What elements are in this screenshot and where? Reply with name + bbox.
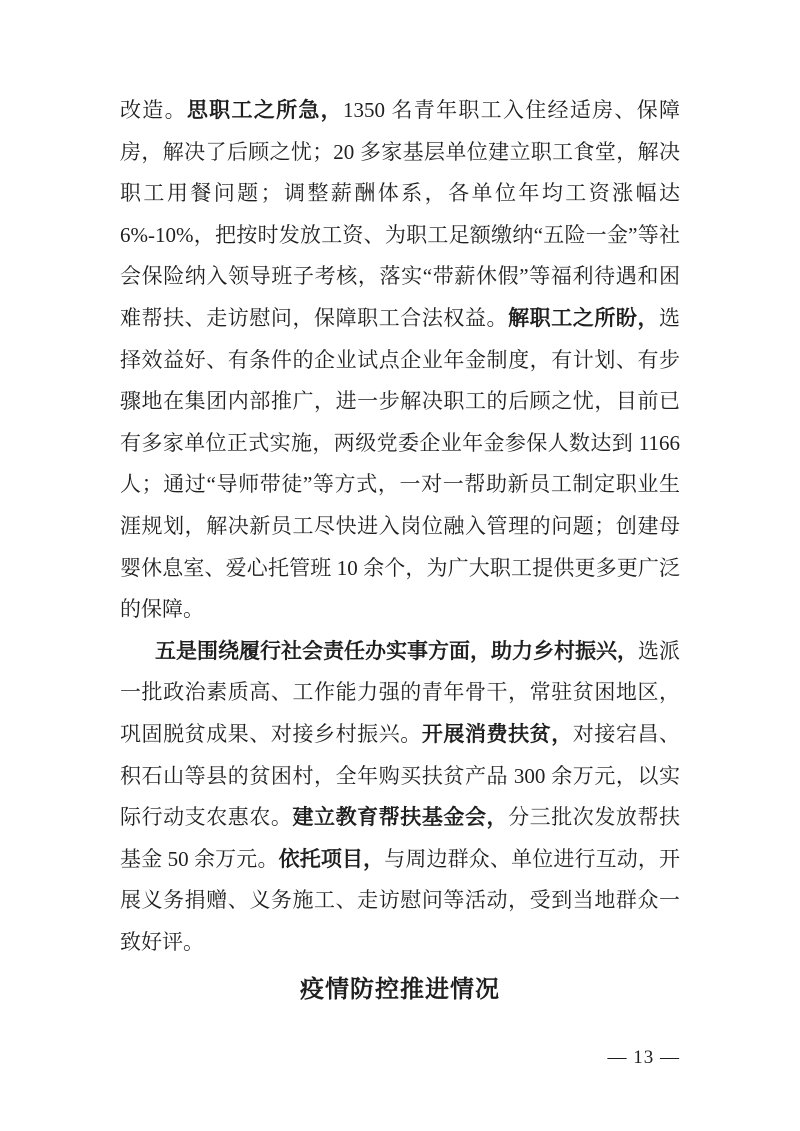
paragraph-rural-revitalization: [120, 631, 680, 964]
text-run: 对接宕昌、积石山等县的贫困村，全年购买扶贫产品 300 余万元，以实际行动支农惠农。: [120, 721, 681, 830]
text-run: 选择效益好、有条件的企业试点企业年金制度，有计划、有步骤地在集团内部推广，进一步解决职工的后顾之忧，目前已有多家单位正式实施，两级党委企业年金参保人数达到 1166 人；通过“导师带徒”等方式，一对一帮助新员工制定职业生涯规划，解决新员工尽快进入岗位融入管理的问题；创建母婴休息室、爱心托管班 10 余个，为广大职工提供更多更广泛的保障。: [120, 305, 681, 622]
bold-text-run: 依托项目，: [278, 846, 385, 871]
bold-text-run: 开展消费扶贫，: [421, 721, 573, 746]
bold-text-run: 五是围绕履行社会责任办实事方面，助力乡村振兴，: [155, 638, 638, 663]
bold-text-run: 解职工之所盼，: [508, 305, 660, 330]
text-run: 1350 名青年职工入住经适房、保障房，解决了后顾之忧；20 多家基层单位建立职工食堂，解决职工用餐问题；调整薪酬体系，各单位年均工资涨幅达 6%-10%，把按时发放工资、为职工足额缴纳“五险一金”等社会保险纳入领导班子考核，落实“带薪休假”等福利待遇和困难帮扶、走访慰问，保障职工合法权益。: [120, 98, 681, 330]
text-run: 与周边群众、单位进行互动，开展义务捐赠、义务施工、走访慰问等活动，受到当地群众一致好评。: [120, 846, 681, 954]
bold-text-run: 建立教育帮扶基金会，: [292, 805, 509, 830]
bold-text-run: 思职工之所急，: [186, 98, 343, 122]
page-number: — 13 —: [607, 1047, 680, 1068]
paragraph-workers-welfare: [120, 90, 680, 631]
text-run: 选派一批政治素质高、工作能力强的青年骨干，常驻贫困地区，巩固脱贫成果、对接乡村振兴。: [120, 638, 680, 746]
text-run: 分三批次发放帮扶基金 50 余万元。: [120, 805, 681, 871]
section-heading-pandemic-prevention: 疫情防控推进情况: [300, 976, 500, 1004]
document-body: [120, 90, 680, 1006]
text-run: 改造。: [120, 98, 187, 122]
